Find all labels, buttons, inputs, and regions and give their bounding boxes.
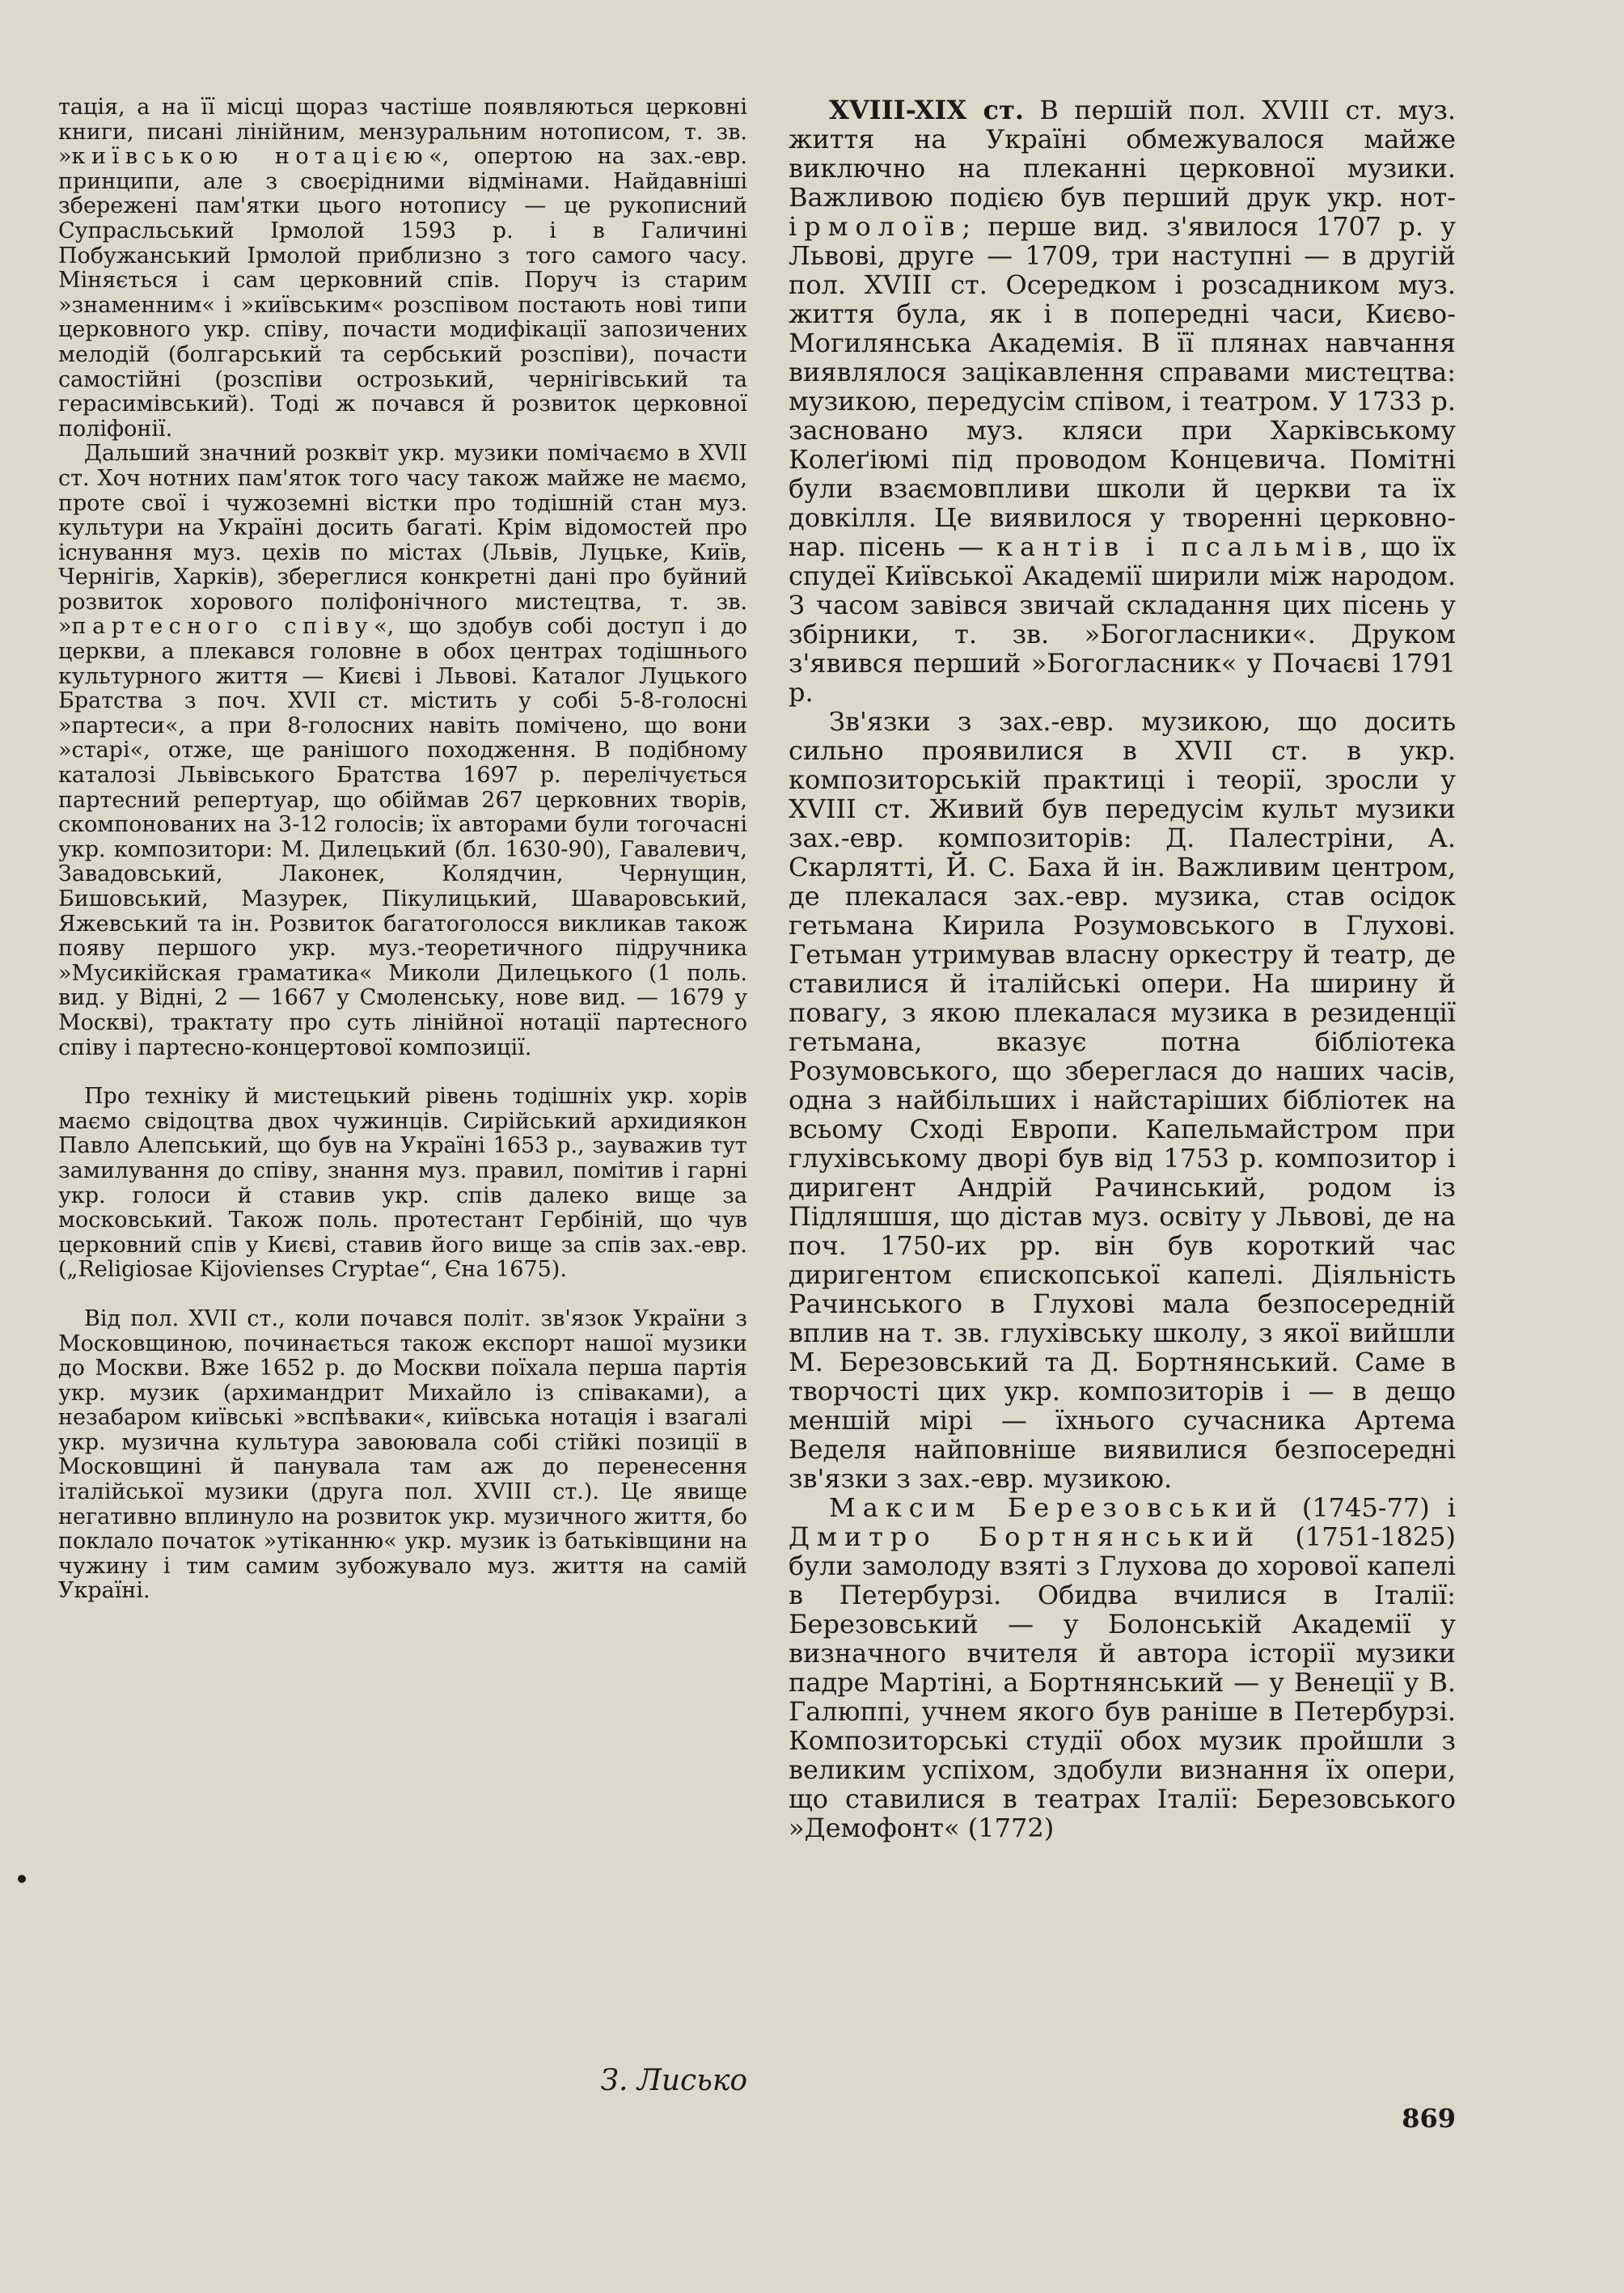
paragraph: Від пол. XVII ст., коли почався політ. зв'язок України з Московщиною, починається також експорт нашої музики до Москви. Вже 1652 р. до Москви поїхала перша партія укр. музик (архимандрит Михайло із співаками), а незабаром київські »вспѣваки«, київська нотація і взагалі укр. музична культура завоювала собі стійкі позиції в Московщині й панувала там аж до перенесення італійської музики (друга пол. XVIII ст.). Це явище негативно вплинуло на розвиток укр. музичного життя, бо поклало початок »утіканню« укр. музик із батьківщини на чужину і тим самим зубожувало муз. життя на самій Україні. bbox=[58, 1305, 747, 1604]
spaced-term: київською нотацією bbox=[71, 144, 429, 170]
left-column bbox=[58, 95, 747, 1604]
paragraph: тація, а на її місці щораз частіше появляються церковні книги, писані лінійним, мензуральним нотописом, т. зв. »київською нотацією«, опертою на зах.-евр. принципи, але з своєрідними відмінами. Найдавніші збережені пам'ятки цього нотопису — це рукописний Супрасльський Ірмолой 1593 р. і в Галичині Побужанський Ірмолой приблизно з того самого часу. Міняється і сам церковний спів. Поруч із старим »знаменним« і »київським« розспівом постають нові типи церковного укр. співу, почасти модифікації запозичених мелодій (болгарський та сербський розспіви), почасти самостійні (розспіви острозький, чернігівський та герасимівський). Тоді ж почався й розвиток церковної поліфонії. bbox=[58, 95, 747, 442]
spaced-term: кантів і псальмів bbox=[996, 531, 1360, 562]
spaced-term: партесного співу bbox=[71, 614, 374, 640]
paragraph: Максим Березовський (1745-77) і Дмитро Бортнянський (1751-1825) були замолоду взяті з Глухова до хорової капелі в Петербурзі. Обидва вчилися в Італії: Березовський — у Болонській Академії у визначного вчителя й автора історії музики падре Мартіні, а Бортнянський — у Венеції у В. Галюппі, учнем якого був раніше в Петербурзі. Композиторські студії обох музик пройшли з великим успіхом, здобули визнання їх опери, що ставилися в театрах Італії: Березовського »Демофонт« (1772) bbox=[789, 1492, 1457, 1843]
person-name: Максим Березовський bbox=[829, 1492, 1284, 1523]
paragraph: Дальший значний розквіт укр. музики помічаємо в XVII ст. Хоч нотних пам'яток того часу також майже не маємо, проте свої і чужоземні вістки про тодішній стан муз. культури на Україні досить багаті. Крім відомостей про існування муз. цехів по містах (Львів, Луцьке, Київ, Чернігів, Харків), збереглися конкретні дані про буйний розвиток хорового поліфонічного мистецтва, т. зв. »партесного співу«, що здобув собі доступ і до церкви, а плекався головне в обох центрах тодішнього культурного життя — Києві і Львові. Каталог Луцького Братства з поч. XVII ст. містить у собі 5-8-голосні »партеси«, а при 8-голосних навіть помічено, що вони »старі«, отже, ще ранішого походження. В подібному каталозі Львівського Братства 1697 р. перелічується партесний репертуар, що обіймав 267 церковних творів, скомпонованих на 3-12 голосів; їх авторами були тогочасні укр. композитори: М. Дилецький (бл. 1630-90), Гавалевич, Завадовський, Лаконек, Колядчин, Чернущин, Бишовський, Мазурек, Пікулицький, Шаваровський, Яжевський та ін. Розвиток багатоголосся викликав також появу першого укр. муз.-теоретичного підручника »Мусикійская граматика« Миколи Дилецького (1 поль. вид. у Відні, 2 — 1667 у Смоленську, нове вид. — 1679 у Москві), трактату про суть лінійної нотації партесного співу і партесно-концертової композиції. bbox=[58, 441, 747, 1060]
right-column bbox=[789, 95, 1456, 1842]
spaced-term: ірмолоїв bbox=[789, 211, 962, 242]
paragraph: Зв'язки з зах.-евр. музикою, що досить сильно проявилися в XVII ст. в укр. композиторській практиці і теорії, зросли у XVIII ст. Живий був передусім культ музики зах.-евр. композиторів: Д. Палестріни, А. Скарлятті, Й. С. Баха й ін. Важливим центром, де плекалася зах.-евр. музика, став осідок гетьмана Кирила Розумовського в Глухові. Гетьман утримував власну оркестру й театр, де ставилися й італійські опери. На ширину й повагу, з якою плекалася музика в резиденції гетьмана, вказує потна бібліотека Розумовського, що збереглася до наших часів, одна з найбільших і найстаріших бібліотек на всьому Сході Европи. Капельмайстром при глухівському дворі був від 1753 р. композитор і диригент Андрій Рачинський, родом із Підляшшя, що дістав муз. освіту у Львові, де на поч. 1750-их рр. він був короткий час диригентом єпископської капелі. Діяльність Рачинського в Глухові мала безпосередній вплив на т. зв. глухівську школу, з якої вийшли М. Березовський та Д. Бортнянський. Саме в творчості цих укр. композиторів і — в дещо меншій мірі — їхнього сучасника Артема Веделя найповніше виявилися безпосередні зв'язки з зах.-евр. музикою. bbox=[789, 706, 1456, 1494]
person-name: Дмитро Бортнянський bbox=[789, 1521, 1262, 1552]
paragraph: XVIII-XIX ст. В першій пол. XVIII ст. муз. життя на Україні обмежувалося майже виключно на плеканні церковної музики. Важливою подією був перший друк укр. нот-ірмолоїв; перше вид. з'явилося 1707 р. у Львові, друге — 1709, три наступні — в другій пол. XVIII ст. Осередком і розсадником муз. життя була, як і в попередні часи, Києво-Могилянська Академія. В її плянах навчання виявлялося зацікавлення справами мистецтва: музикою, передусім співом, і театром. У 1733 р. засновано муз. кляси при Харківському Колеґіюмі під проводом Концевича. Помітні були взаємовпливи школи й церкви та їх довкілля. Це виявилося у творенні церковно-нар. пісень — кантів і псальмів, що їх спудеї Київської Академії ширили між народом. З часом завівся звичай складання цих пісень у збірники, т. зв. »Богогласники«. Друком з'явився перший »Богогласник« у Почаєві 1791 р. bbox=[789, 95, 1457, 708]
margin-mark bbox=[18, 1875, 26, 1883]
page-number: 869 bbox=[1402, 2103, 1456, 2134]
author-signature: З. Лисько bbox=[600, 2064, 747, 2097]
section-heading: XVIII-XIX ст. bbox=[829, 95, 1024, 125]
paragraph: Про техніку й мистецький рівень тодішніх укр. хорів маємо свідоцтва двох чужинців. Сирійський архидиякон Павло Алепський, що був на Україні 1653 р., зауважив тут замилування до співу, знання муз. правил, помітив і гарні укр. голоси й ставив укр. спів далеко вище за московський. Також поль. протестант Гербіній, що чув церковний спів у Києві, ставив його вище за спів зах.-евр. („Religiosae Kijovienses Cryptae“, Єна 1675). bbox=[58, 1084, 747, 1283]
